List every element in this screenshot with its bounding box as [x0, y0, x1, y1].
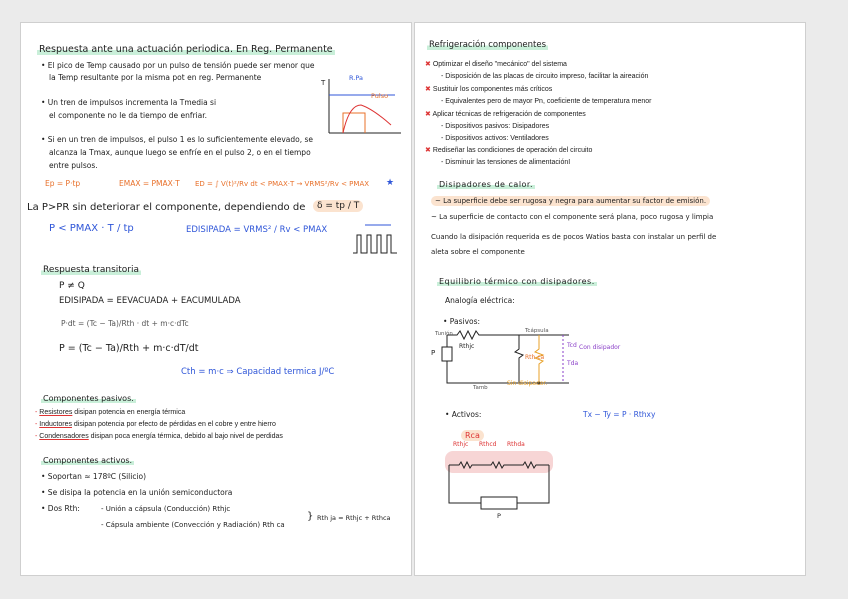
circuit-label: Rthcd [479, 441, 497, 448]
bullet-text: entre pulsos. [49, 161, 98, 170]
cooling-subitem: - Dispositivos activos: Ventiladores [441, 135, 549, 142]
bullet-text: el componente no le da tiempo de enfriar. [49, 111, 208, 120]
circuit-label: P [497, 512, 501, 520]
heatsink-rule: ~ La superficie de contacto con el componente será plana, poco rugosa y limpia [431, 213, 714, 221]
rca-label: Rca [461, 431, 484, 440]
star-icon: ★ [386, 178, 395, 188]
section-title-heatsinks: Disipadores de calor. [439, 180, 534, 189]
circuit-label: Tcápsula [525, 328, 549, 334]
inductores-line: - Inductores disipan potencia por efecto de pérdidas en el cobre y entre hierro [35, 421, 276, 428]
circuit-label: Tunión [435, 331, 453, 337]
bullet-text: • Si en un tren de impulsos, el pulso 1 es lo suficientemente elevado, se [41, 135, 313, 144]
circuit-label: Rthda [507, 441, 525, 448]
pulse-response-figure [321, 75, 403, 137]
analogy-label: Analogía eléctrica: [445, 296, 515, 305]
active-line: - Cápsula ambiente (Convección y Radiación) Rth ca [101, 521, 285, 529]
brace-icon: } [307, 511, 314, 522]
heatsink-rule: ~ La superficie debe ser rugosa y negra para aumentar su factor de emisión. [431, 197, 710, 205]
pulse-train-figure [351, 219, 401, 255]
right-page [414, 22, 806, 576]
circuit-label: P [431, 349, 436, 357]
figure-label: R.Pa [349, 74, 363, 82]
active-line: • Soportan ≈ 178ºC (Silicio) [41, 472, 147, 481]
rth-ja-equation: Rth ja = Rthjc + Rthca [317, 514, 391, 522]
condensadores-line: - Condensadores disipan poca energía térmica, debido al bajo nivel de perdidas [35, 433, 283, 440]
section-title-active: Componentes activos. [43, 456, 133, 465]
delta-equation: δ = tp / T [313, 201, 363, 211]
svg-text:T: T [321, 79, 326, 87]
left-page [20, 22, 412, 576]
bullet-text: la Temp resultante por la misma pot en reg. Permanente [49, 73, 262, 82]
active-line: • Se disipa la potencia en la unión semiconductora [41, 488, 233, 497]
section-title-periodic: Respuesta ante una actuación periodica. En Reg. Permanente [39, 44, 333, 55]
active-line: - Unión a cápsula (Conducción) Rthjc [101, 505, 231, 513]
p-neq-q: P ≠ Q [59, 281, 85, 291]
cooling-subitem: - Disminuir las tensiones de alimentaciónI [441, 159, 571, 166]
section-title-passive: Componentes pasivos. [43, 394, 134, 403]
equation-ep: Ep = P·tp [45, 179, 81, 188]
p-equation: P = (Tc − Ta)/Rth + m·c·dT/dt [59, 343, 199, 354]
cth-equation: Cth = m·c ⇒ Capacidad termica J/ºC [181, 367, 335, 377]
circuit-label: Tda [567, 360, 579, 367]
cooling-subitem: - Equivalentes pero de mayor Pn, coeficiente de temperatura menor [441, 98, 652, 105]
circuit-label: Tamb [473, 385, 488, 391]
cooling-item: ✖ Rediseñar las condiciones de operación del circuito [425, 147, 593, 154]
cooling-subitem: - Dispositivos pasivos: Disipadores [441, 123, 550, 130]
circuit-label: Rth ca [525, 354, 545, 361]
cooling-item: ✖ Optimizar el diseño "mecánico" del sistema [425, 61, 567, 68]
pdt-equation: P·dt = (Tc − Ta)/Rth · dt + m·c·dTc [61, 319, 189, 328]
energy-balance: EDISIPADA = EEVACUADA + EACUMULADA [59, 296, 241, 306]
circuit-label: Con disipador [579, 344, 621, 351]
passive-label: • Pasivos: [443, 317, 481, 326]
cooling-item: ✖ Sustituir los componentes más críticos [425, 86, 553, 93]
ppr-line: La P>PR sin deteriorar el componente, dependiendo de [27, 202, 306, 213]
active-label: • Activos: [445, 410, 482, 419]
heatsink-note: aleta sobre el componente [431, 248, 525, 256]
active-line: • Dos Rth: [41, 504, 80, 513]
edisipada-equation: EDISIPADA = VRMS² / Rv < PMAX [186, 225, 328, 235]
figure-label: Pulso [371, 92, 389, 100]
bullet-text: alcanza la Tmax, aunque luego se enfríe en el pulso 2, o en el tiempo [49, 148, 311, 157]
section-title-equilibrium: Equilibrio térmico con disipadores. [439, 277, 595, 286]
equation-emax: EMAX = PMAX·T [119, 179, 180, 188]
active-equation: Tx − Ty = P · Rthxy [583, 410, 656, 419]
section-title-cooling: Refrigeración componentes [429, 40, 546, 50]
circuit-label: Tcd [567, 342, 577, 349]
active-thermal-circuit [445, 451, 575, 515]
heatsink-note: Cuando la disipación requerida es de pocos Watios basta con instalar un perfil de [431, 233, 717, 241]
bullet-text: • Un tren de impulsos incrementa la Tmedia si [41, 98, 217, 107]
bullet-text: • El pico de Temp causado por un pulso de tensión puede ser menor que [41, 61, 315, 70]
cooling-item: ✖ Aplicar técnicas de refrigeración de componentes [425, 111, 586, 118]
section-title-transient: Respuesta transitoria [43, 265, 140, 275]
circuit-label: Rthjc [453, 441, 469, 448]
circuit-label: Rthjc [459, 343, 475, 350]
resistores-line: - Resistores disipan potencia en energía térmica [35, 409, 186, 416]
power-inequality: P < PMAX · T / tp [49, 223, 134, 234]
equation-ed: ED = ∫ V(t)²/Rv dt < PMAX·T → VRMS²/Rv < PMAX [195, 180, 370, 188]
cooling-subitem: - Disposición de las placas de circuito impreso, facilitar la aireación [441, 73, 649, 80]
circuit-label: Sin disipador. [507, 380, 548, 387]
